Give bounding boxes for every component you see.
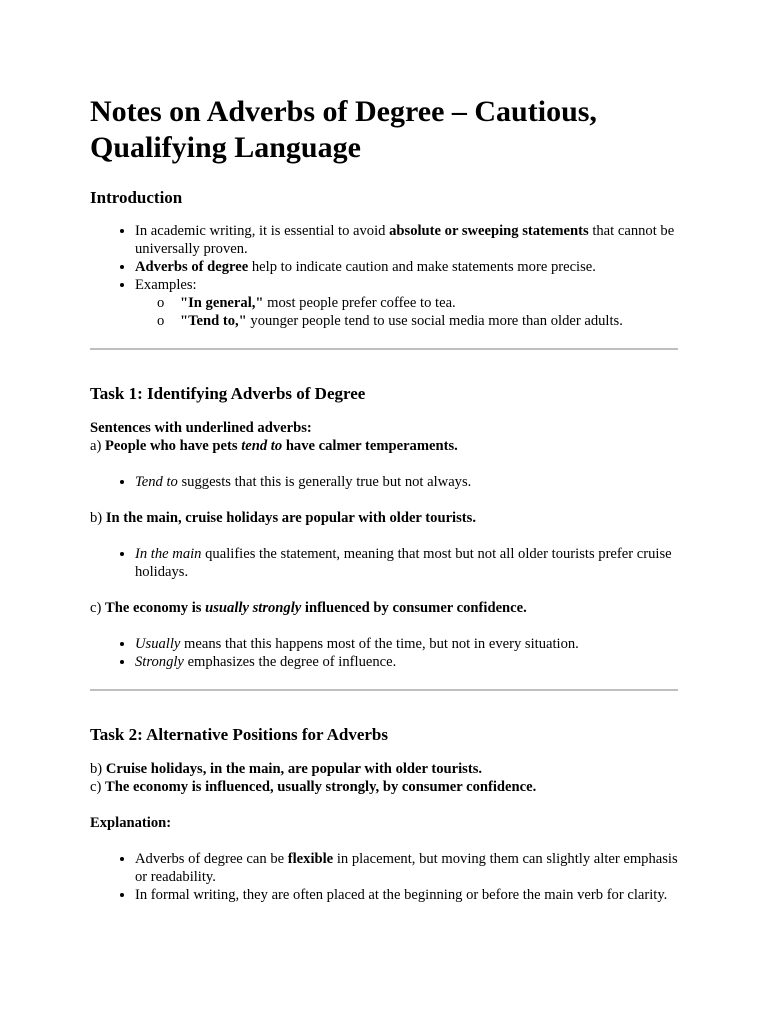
sentence-text (105, 600, 527, 616)
text: have calmer temperaments. (282, 438, 458, 454)
list-item (135, 635, 678, 653)
list-item (135, 222, 678, 258)
list-item (135, 545, 678, 581)
list-item (135, 653, 678, 671)
item-label: c) (90, 600, 105, 616)
adverb: Strongly (135, 654, 184, 670)
list-item (135, 258, 678, 276)
text: qualifies the statement, meaning that most but not all older tourists prefer cruise holidays. (135, 546, 672, 580)
adverb: tend to (241, 438, 283, 454)
text: in placement, but moving them can slightly alter emphasis or readability. (135, 851, 678, 885)
sentence-text: The economy is influenced, usually strongly, by consumer confidence. (105, 779, 537, 795)
adverb: Tend to (135, 474, 178, 490)
task2-heading: Task 2: Alternative Positions for Adverbs (90, 725, 388, 744)
adverb: In the main (135, 546, 202, 562)
sentence-b (90, 509, 678, 527)
sentence-a-notes (90, 473, 678, 491)
list-item (157, 294, 678, 312)
bold-text: Explanation: (90, 815, 172, 831)
sentence-text: In the main, cruise holidays are popular with older tourists. (105, 510, 476, 526)
adverb: usually strongly (205, 600, 302, 616)
text: that cannot be universally proven. (135, 223, 675, 257)
sentence-b-notes (90, 545, 678, 581)
introduction-list (90, 222, 678, 330)
text: Examples: (135, 277, 197, 293)
task1-heading: Task 1: Identifying Adverbs of Degree (90, 384, 366, 403)
text: most people prefer coffee to tea. (263, 295, 456, 311)
bold-text: "In general," (180, 295, 264, 311)
sentence-c-notes (90, 635, 678, 671)
list-item (135, 276, 678, 330)
item-label: c) (90, 779, 105, 795)
sentence-text: Cruise holidays, in the main, are popular with older tourists. (105, 761, 483, 777)
list-item (157, 312, 678, 330)
text: influenced by consumer confidence. (301, 600, 527, 616)
item-label: b) (90, 761, 106, 777)
list-item (135, 473, 678, 491)
list-item (135, 850, 678, 886)
text: In formal writing, they are often placed at the beginning or before the main verb for clarity. (135, 887, 668, 903)
text: emphasizes the degree of influence. (183, 654, 397, 670)
explanation-label (90, 814, 678, 832)
task2-sentences (90, 760, 678, 796)
bold-text: "Tend to," (180, 313, 247, 329)
text: help to indicate caution and make statements more precise. (248, 259, 596, 275)
item-label: b) (90, 510, 106, 526)
page-title: Notes on Adverbs of Degree – Cautious, Qualifying Language (90, 95, 597, 164)
list-marker: o (157, 313, 165, 329)
examples-list (135, 294, 678, 330)
task1-subheading: Sentences with underlined adverbs: (90, 420, 312, 436)
text: The economy is (105, 600, 206, 616)
task1-sentences (90, 419, 678, 455)
bold-text: flexible (287, 851, 334, 867)
text: suggests that this is generally true but not always. (177, 474, 472, 490)
divider (90, 348, 678, 350)
bold-text: absolute or sweeping statements (389, 223, 589, 239)
text: means that this happens most of the time, but not in every situation. (180, 636, 579, 652)
text: younger people tend to use social media more than older adults. (246, 313, 623, 329)
sentence-a (105, 438, 458, 454)
sentence-c (90, 599, 678, 617)
adverb: Usually (135, 636, 181, 652)
item-label: a) (90, 438, 105, 454)
introduction-heading: Introduction (90, 188, 183, 207)
bold-text: Adverbs of degree (135, 259, 249, 275)
divider (90, 689, 678, 691)
list-marker: o (157, 295, 165, 311)
text: In academic writing, it is essential to avoid (135, 223, 390, 239)
text: Adverbs of degree can be (135, 851, 288, 867)
explanation-list (90, 850, 678, 904)
text: People who have pets (105, 438, 242, 454)
list-item (135, 886, 678, 904)
